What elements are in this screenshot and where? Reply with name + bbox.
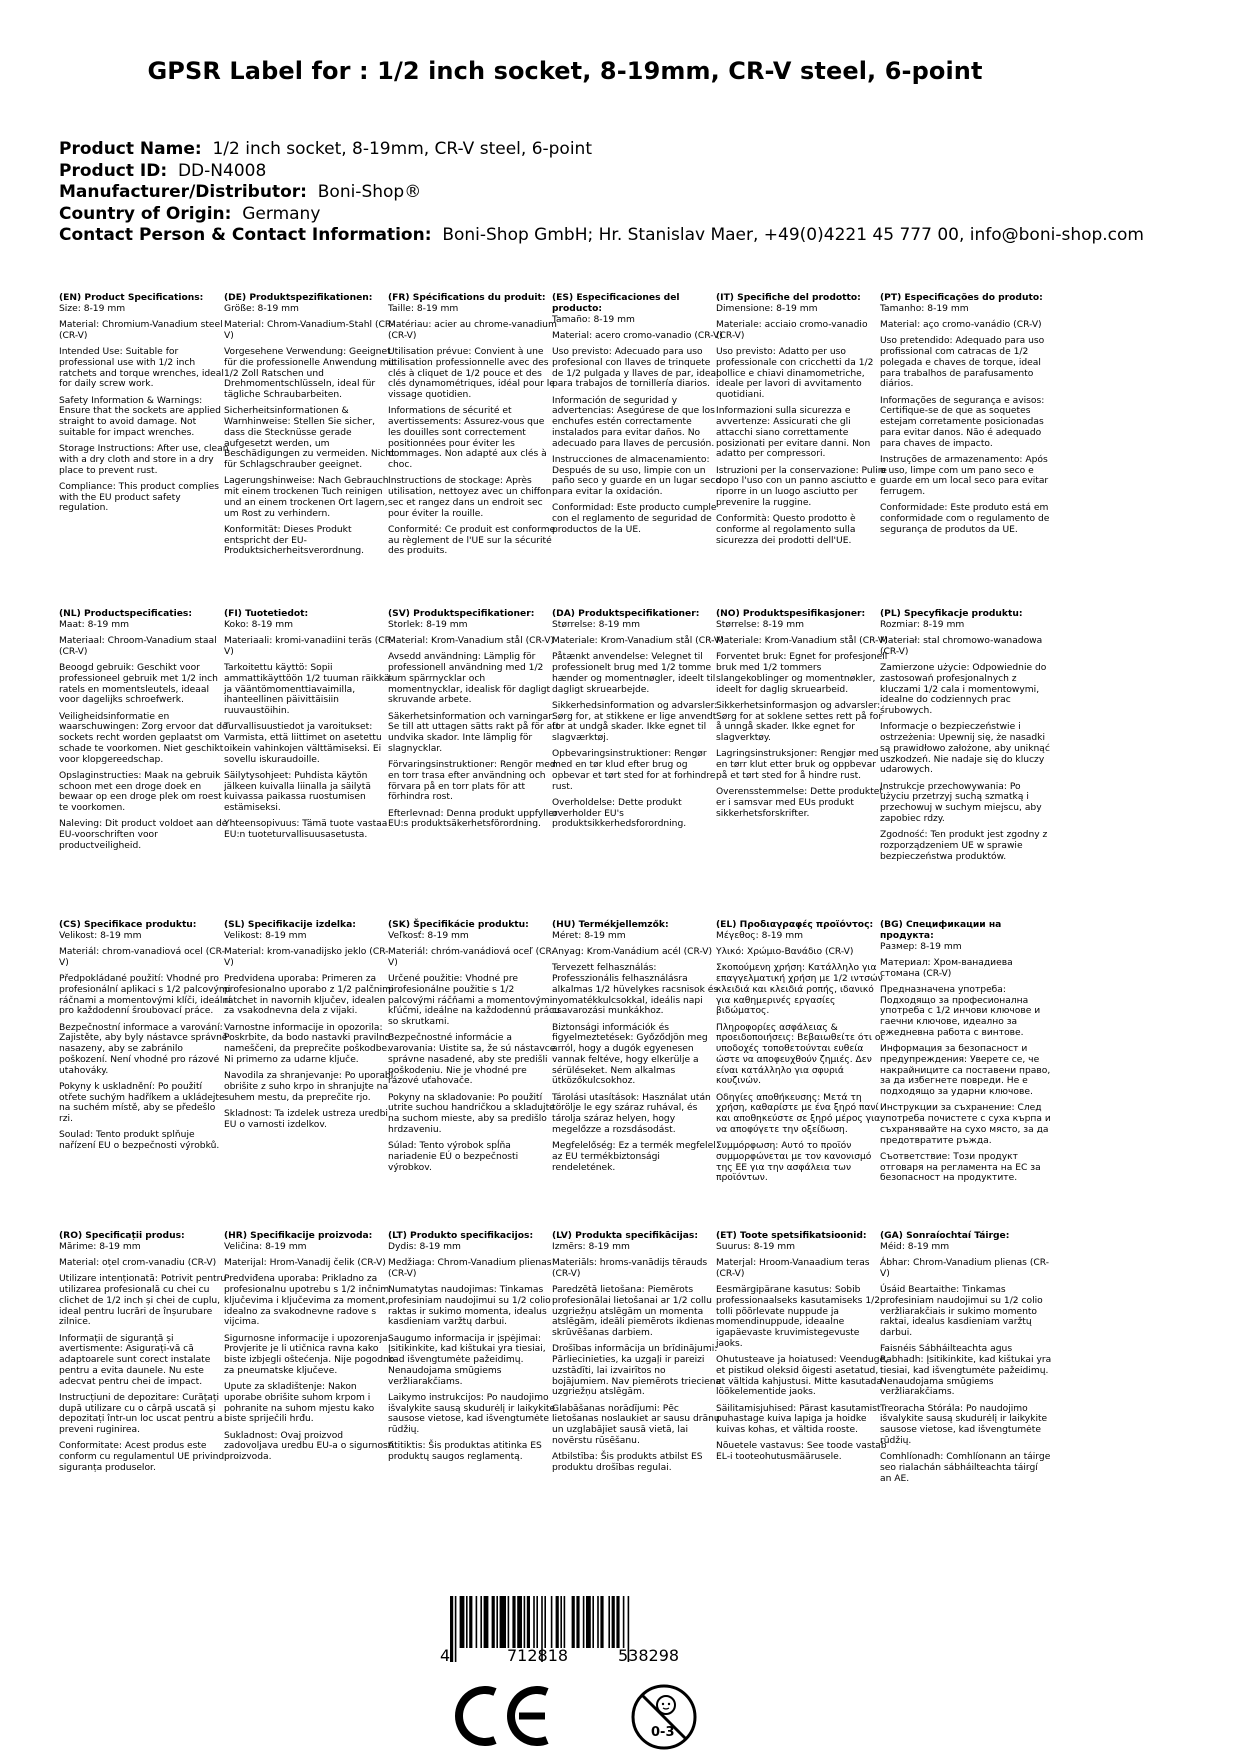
spec-safety: Información de seguridad y advertencias: Asegúrese de que los enchufes estén correctamente instalados para evitar daños. No adecuado para llaves de percusión. [552, 395, 715, 449]
manufacturer-label: Manufacturer/Distributor: [59, 182, 307, 203]
spec-block [716, 293, 888, 552]
barcode-bar [586, 1596, 591, 1648]
spec-compliance: Съответствие: Този продукт отговаря на регламента на ЕС за безопасност на продуктите. [880, 1151, 1041, 1184]
not-for-children-0-3-icon [630, 1683, 698, 1751]
contact-row [59, 225, 1144, 247]
spec-block [59, 920, 231, 1157]
spec-size: Koko: 8-19 mm [224, 619, 294, 630]
barcode-bar [496, 1596, 498, 1648]
barcode-bar [455, 1596, 457, 1662]
barcode-bar [527, 1596, 530, 1648]
spec-storage: Treoracha Stórála: Po naudojimo išvalykite sausą skudurėlį ir laikykite sausose vietose, kad išvengtumėte rūdžių. [880, 1403, 1048, 1446]
contact-value: Boni-Shop GmbH; Hr. Stanislav Maer, +49(0)4221 45 777 00, info@boni-shop.com [442, 225, 1144, 246]
spec-block [716, 609, 888, 825]
country-row [59, 204, 1144, 226]
spec-material: Materiāls: hroms-vanādijs tērauds (CR-V) [552, 1258, 708, 1279]
spec-storage: Tárolási utasítások: Használat után törölje le egy száraz ruhával, és tárolja száraz helyen, hogy megelőzze a rozsdásodást. [552, 1092, 711, 1135]
spec-heading: (PL) Specyfikacje produktu: [880, 609, 1023, 619]
spec-size: Size: 8-19 mm [59, 303, 126, 314]
spec-material: Materiál: chrom-vanadiová ocel (CR-V) [59, 947, 225, 968]
spec-safety: Informații de siguranță și avertismente: Asigurați-vă că adaptoarele sunt corect instalate pentru a evita daunele. Nu este adecvat pentru chei de impact. [59, 1333, 211, 1387]
spec-safety: Sicherheitsinformationen & Warnhinweise: Stellen Sie sicher, dass die Stecknüsse gerade aufgesetzt werden, um Beschädigungen zu vermeiden. Nicht für Schlagschrauber geeignet. [224, 406, 395, 470]
ce-mark-icon [455, 1686, 555, 1746]
barcode-bar [536, 1596, 538, 1648]
spec-heading: (EN) Product Specifications: [59, 293, 204, 303]
product-name-label: Product Name: [59, 139, 202, 159]
spec-heading: (PT) Especificações do produto: [880, 293, 1043, 303]
spec-safety: Bezpečnostné informácie a varovania: Uistite sa, že sú nástavce správne nasadené, aby ste predišli poškodeniu. Nie je vhodné pre rázové uťahovače. [388, 1033, 556, 1087]
spec-compliance: Efterlevnad: Denna produkt uppfyller EU:s produktsäkerhetsförordning. [388, 808, 558, 830]
spec-block [716, 1231, 888, 1468]
spec-use: Numatytas naudojimas: Tinkamas profesiniam naudojimui su 1/2 colio raktas ir sukimo momenta, idealus kasdieniam varžtų darbui. [388, 1285, 551, 1328]
spec-heading: (SV) Produktspecifikationer: [388, 609, 535, 619]
spec-safety: Drošības informācija un brīdinājumi: Pārliecinieties, ka uzgaļi ir pareizi uzstādīti, lai izvairītos no bojājumiem. Nav piemērots triecienа uzgriežņu atslēgām. [552, 1344, 722, 1398]
spec-compliance: Soulad: Tento produkt splňuje nařízení EU o bezpečnosti výrobků. [59, 1130, 220, 1151]
spec-use: Eesmärgipärane kasutus: Sobib professionaalseks kasutamiseks 1/2 tolli põõrlevate nuppude ja momendinuppude, ideaalne igapäevaste kruvimistegevuste jaoks. [716, 1285, 881, 1349]
spec-compliance: Nõuetele vastavus: See toode vastab EL-i tooteohutusmäärusele. [716, 1441, 887, 1462]
spec-block [552, 609, 724, 836]
spec-block [388, 609, 560, 836]
manufacturer-value: Boni-Shop® [317, 182, 422, 203]
spec-compliance: Overensstemmelse: Dette produktet er i samsvar med EUs produkt sikkerhetsforskrifter. [716, 787, 883, 819]
spec-heading: (FI) Tuotetiedot: [224, 609, 309, 619]
barcode-bar [508, 1596, 510, 1648]
spec-use: Intended Use: Suitable for professional use with 1/2 inch ratchets and torque wrenches, ideal for daily screw work. [59, 347, 224, 390]
spec-safety: Saugumo informacija ir įspėjimai: Įsitikinkite, kad kištukai yra tiesiai, kad išvengtumėte pažeidimų. Nenaudojama smūgiems veržliarakčiams. [388, 1333, 546, 1387]
country-label: Country of Origin: [59, 203, 232, 224]
barcode-bar [572, 1596, 575, 1648]
barcode-bar [450, 1596, 453, 1662]
spec-use: Σκοπούμενη χρήση: Κατάλληλο για επαγγελματική χρήση με 1/2 ιντσών κλειδιά και κλειδιά ροπής, ιδανικό για καθημερινές εργασίες βιδώματος. [716, 963, 883, 1017]
spec-material: Materiaali: kromi-vanadiini teräs (CR-V) [224, 636, 394, 657]
spec-size: Veľkosť: 8-19 mm [388, 930, 469, 941]
spec-material: Υλικό: Χρώμιο-Βανάδιο (CR-V) [716, 947, 854, 957]
spec-compliance: Comhlíonadh: Comhlíonann an táirge seo rialachán sábháilteachta táirgí an AE. [880, 1452, 1051, 1484]
spec-material: Material: oțel crom-vanadiu (CR-V) [59, 1258, 217, 1268]
spec-material: Matériau: acier au chrome-vanadium (CR-V) [388, 320, 557, 341]
spec-block [224, 1231, 396, 1468]
spec-storage: Opbevaringsinstruktioner: Rengør med en tør klud efter brug og opbevar et tørt sted for at forhindre rust. [552, 749, 716, 792]
barcode-bar [583, 1596, 585, 1648]
spec-compliance: Skladnost: Ta izdelek ustreza uredbi EU o varnosti izdelkov. [224, 1108, 388, 1130]
country-value: Germany [242, 203, 321, 224]
spec-use: Uso previsto: Adecuado para uso profesional con llaves de trinquete de 1/2 pulgada y llaves de par, ideal para trabajos de tornillería diarios. [552, 347, 719, 390]
spec-compliance: Yhteensopivuus: Tämä tuote vastaa EU:n tuoteturvallisuusasetusta. [224, 819, 388, 840]
spec-size: Størrelse: 8-19 mm [552, 619, 640, 630]
barcode-first-digit: 4 [440, 1646, 451, 1665]
spec-material: Anyag: Krom-Vanádium acél (CR-V) [552, 947, 713, 957]
product-name-row [59, 139, 1144, 161]
spec-compliance: Conformidade: Este produto está em conformidade com o regulamento de segurança de produtos da UE. [880, 503, 1050, 535]
spec-size: Størrelse: 8-19 mm [716, 619, 804, 630]
spec-block [880, 609, 1052, 868]
spec-material: Material: Krom-Vanadium stål (CR-V) [388, 636, 555, 646]
spec-safety: Sigurnosne informacije i upozorenja: Provjerite je li utičnica ravna kako biste izbjegli oštećenja. Nije pogodno za pneumatske ključeve. [224, 1333, 395, 1376]
spec-compliance: Megfelelőség: Ez a termék megfelel az EU termékbiztonsági rendeletének. [552, 1141, 716, 1173]
spec-compliance: Súlad: Tento výrobok spĺňa nariadenie EÚ o bezpečnosti výrobkov. [388, 1141, 519, 1173]
spec-safety: Veiligheidsinformatie en waarschuwingen: Zorg ervoor dat de sockets recht worden geplaatst om schade te voorkomen. Niet geschikt voor klopgereedschap. [59, 711, 228, 765]
spec-size: Dimensione: 8-19 mm [716, 303, 818, 314]
svg-text:0-3: 0-3 [651, 1725, 675, 1740]
spec-heading: (SK) Špecifikácie produktu: [388, 920, 529, 930]
barcode-bar [551, 1596, 553, 1648]
spec-heading: (DA) Produktspecifikationer: [552, 609, 700, 619]
spec-compliance: Atitiktis: Šis produktas atitinka ES produktų saugos reglamentą. [388, 1441, 542, 1462]
barcode-bar [556, 1596, 559, 1648]
barcode-bar [544, 1596, 546, 1648]
spec-heading: (SL) Specifikacije izdelka: [224, 920, 356, 930]
barcode-left-digits: 712818 [507, 1646, 569, 1665]
spec-heading: (IT) Specifiche del prodotto: [716, 293, 861, 303]
spec-size: Tamanho: 8-19 mm [880, 303, 969, 314]
spec-storage: Storage Instructions: After use, clean with a dry cloth and store in a dry place to prevent rust. [59, 444, 229, 476]
spec-heading: (ET) Toote spetsifikatsioonid: [716, 1231, 867, 1241]
spec-block [388, 920, 560, 1179]
spec-material: Materijal: Hrom-Vanadij čelik (CR-V) [224, 1258, 386, 1268]
page-title: GPSR Label for : 1/2 inch socket, 8-19mm, CR-V steel, 6-point [147, 57, 983, 85]
barcode-bar [466, 1596, 468, 1648]
spec-storage: Säilitamisjuhised: Pärast kasutamist puhastage kuiva lapiga ja hoidke kuivas kohas, et vältida rooste. [716, 1403, 881, 1435]
spec-block [880, 920, 1052, 1190]
product-id-row [59, 161, 1144, 183]
spec-use: Utilizare intenționată: Potrivit pentru utilizarea profesională cu chei cu clichet de 1/2 inch și chei de cuplu, ideal pentru lucrări de înșurubare zilnice. [59, 1274, 227, 1328]
spec-safety: Informations de sécurité et avertissements: Assurez-vous que les douilles sont correctement positionnées pour éviter les dommages. Non adapté aux clés à choc. [388, 406, 547, 470]
spec-use: Vorgesehene Verwendung: Geeignet für die professionelle Anwendung mit 1/2 Zoll Ratschen und Drehmomentschlüsseln, ideal für tägliche Schraubarbeiten. [224, 347, 395, 400]
barcode-bar [512, 1596, 515, 1648]
spec-size: Maat: 8-19 mm [59, 619, 129, 630]
spec-size: Μέγεθος: 8-19 mm [716, 930, 804, 941]
spec-safety: Informazioni sulla sicurezza e avvertenze: Assicurati che gli attacchi siano correttamente posizionati per evitare danni. Non adatto per compressori. [716, 406, 871, 460]
spec-safety: Säkerhetsinformation och varningar: Se till att uttagen sätts rakt på för att undvika skador. Inte lämplig för slagnycklar. [388, 711, 560, 754]
spec-safety: Πληροφορίες ασφάλειας & προειδοποιήσεις: Βεβαιωθείτε ότι οι υποδοχές τοποθετούνται ευθεία ώστε να αποφευχθούν ζημιές. Δεν είναι κατάλληλο για σφυριά κουζινών. [716, 1022, 884, 1087]
spec-heading: (DE) Produktspezifikationen: [224, 293, 373, 303]
spec-use: Predviđena uporaba: Prikladno za profesionalnu upotrebu s 1/2 inčnim ključevima i ključevima za moment, idealno za svakodnevne radove s vijcima. [224, 1274, 390, 1328]
spec-safety: Informações de segurança e avisos: Certifique-se de que as soquetes estejam corretamente posicionadas para evitar danos. Não é adequado para chaves de impacto. [880, 395, 1045, 449]
spec-size: Größe: 8-19 mm [224, 303, 299, 314]
barcode-bar [612, 1596, 615, 1648]
spec-size: Dydis: 8-19 mm [388, 1241, 461, 1252]
spec-use: Zamierzone użycie: Odpowiednie do zastosowań profesjonalnych z kluczami 1/2 cala i momentowymi, idealne do codziennych prac śrubowych. [880, 663, 1047, 716]
spec-storage: Lagerungshinweise: Nach Gebrauch mit einem trockenen Tuch reinigen und an einem trockenen Ort lagern, um Rost zu verhindern. [224, 476, 389, 519]
spec-safety: Информация за безопасност и предупреждения: Уверете се, че накрайниците са поставени право, за да избегнете повреди. Не е подходящо за ударни ключове. [880, 1044, 1051, 1097]
spec-compliance: Naleving: Dit product voldoet aan de EU-voorschriften voor productveiligheid. [59, 819, 228, 851]
spec-safety: Varnostne informacije in opozorila: Poskrbite, da bodo nastavki pravilno nameščeni, da preprečite poškodbe. Ni primerno za udarne ključe. [224, 1022, 391, 1065]
barcode-bar [533, 1596, 535, 1648]
spec-compliance: Zgodność: Ten produkt jest zgodny z rozporządzeniem UE w sprawie bezpieczeństwa produktów. [880, 830, 1048, 862]
spec-safety: Faisnéis Sábháilteachta agus Rabhadh: Įsitikinkite, kad kištukai yra tiesiai, kad išvengtumėte pažeidimų. Nenaudojama smūgiems veržliarakčiams. [880, 1344, 1052, 1398]
product-name-value: 1/2 inch socket, 8-19mm, CR-V steel, 6-point [212, 139, 592, 159]
spec-heading: (LV) Produkta specifikācijas: [552, 1231, 698, 1241]
spec-storage: Laikymo instrukcijos: Po naudojimo išvalykite sausą skudurėlį ir laikykite sausose vietose, kad išvengtumėte rūdžių. [388, 1392, 556, 1435]
barcode-bar [592, 1596, 594, 1648]
spec-heading: (GA) Sonraíochtaí Táirge: [880, 1231, 1010, 1241]
spec-storage: Pokyny na skladovanie: Po použití utrite suchou handričkou a skladujte na suchom mieste, aby sa predišlo hrdzaveniu. [388, 1092, 555, 1135]
spec-safety: Sikkerhedsinformation og advarsler: Sørg for, at stikkene er lige anvendt for at undgå skader. Ikke egnet til slagværktøj. [552, 700, 718, 743]
spec-size: Suurus: 8-19 mm [716, 1241, 796, 1252]
spec-storage: Säilytysohjeet: Puhdista käytön jälkeen kuivalla liinalla ja säilytä kuivassa paikassa ruostumisen estämiseksi. [224, 770, 371, 813]
spec-material: Материал: Хром-ванадиева стомана (CR-V) [880, 957, 1013, 979]
spec-storage: Instrukcje przechowywania: Po użyciu przetrzyj suchą szmatką i przechowuj w suchym miejscu, aby zapobiec rdzy. [880, 781, 1042, 824]
spec-storage: Förvaringsinstruktioner: Rengör med en torr trasa efter användning och förvara på en torr plats för att förhindra rost. [388, 760, 556, 803]
spec-material: Ábhar: Chrom-Vanadium plienas (CR-V) [880, 1258, 1050, 1279]
spec-material: Medžiaga: Chrom-Vanadium plienas (CR-V) [388, 1258, 552, 1279]
spec-material: Material: krom-vanadijsko jeklo (CR-V) [224, 947, 389, 968]
spec-size: Méid: 8-19 mm [880, 1241, 950, 1252]
spec-compliance: Konformität: Dieses Produkt entspricht der EU-Produktsicherheitsverordnung. [224, 524, 365, 557]
spec-compliance: Sukladnost: Ovaj proizvod zadovoljava uredbu EU-a o sigurnosti proizvoda. [224, 1430, 394, 1462]
spec-size: Размер: 8-19 mm [880, 941, 962, 952]
spec-use: Paredzētā lietošana: Piemērots profesionālai lietošanai ar 1/2 collu uzgriežņu atslēgām un momenta atslēgām, ideāli piemērots ikdienas skrūvēšanas darbiem. [552, 1285, 715, 1338]
spec-storage: Pokyny k uskladnění: Po použití otřete suchým hadříkem a ukládejte na suchém místě, aby se předešlo rzi. [59, 1081, 225, 1124]
spec-block [880, 1231, 1052, 1490]
spec-block [552, 1231, 724, 1479]
spec-size: Izmērs: 8-19 mm [552, 1241, 630, 1252]
spec-block [716, 920, 888, 1190]
spec-material: Materiał: stal chromowo-wanadowa (CR-V) [880, 636, 1043, 657]
spec-storage: Instructions de stockage: Après utilisation, nettoyez avec un chiffon sec et rangez dans un endroit sec pour éviter la rouille. [388, 476, 552, 519]
spec-heading: (RO) Specificații produs: [59, 1231, 185, 1241]
spec-size: Méret: 8-19 mm [552, 930, 626, 941]
spec-material: Materiale: Krom-Vanadium stål (CR-V) [716, 636, 888, 646]
spec-block [880, 293, 1052, 541]
spec-compliance: Conformidad: Este producto cumple con el reglamento de seguridad de productos de la UE. [552, 503, 717, 535]
spec-compliance: Overholdelse: Dette produkt overholder EU's produktsikkerhedsforordning. [552, 797, 687, 830]
spec-block [552, 293, 724, 541]
barcode-bar [623, 1596, 625, 1648]
spec-heading: (EL) Προδιαγραφές προϊόντος: [716, 920, 874, 930]
spec-block [224, 609, 396, 846]
spec-use: Tarkoitettu käyttö: Sopii ammattikäyttöön 1/2 tuuman räikkä- ja vääntömomenttiavaimilla, ihanteellinen päivittäisiin ruuvaustöihin. [224, 663, 393, 716]
spec-compliance: Atbilstība: Šis produkts atbilst ES produktu drošības regulai. [552, 1452, 703, 1473]
spec-material: Materjal: Hroom-Vanaadium teras (CR-V) [716, 1258, 870, 1279]
spec-block [388, 1231, 560, 1468]
barcode-bar [524, 1596, 526, 1648]
barcode-bar [480, 1596, 482, 1648]
spec-compliance: Conformitate: Acest produs este conform cu regulamentul UE privind siguranța produselor. [59, 1441, 225, 1473]
spec-compliance: Compliance: This product complies with the EU product safety regulation. [59, 481, 219, 514]
spec-compliance: Συμμόρφωση: Αυτό το προϊόν συμμορφώνεται με τον κανονισμό της ΕΕ για την ασφάλεια των προϊόντων. [716, 1141, 872, 1184]
spec-heading: (LT) Produkto specifikacijos: [388, 1231, 534, 1241]
spec-storage: Upute za skladištenje: Nakon uporabe obrišite suhom krpom i pohranite na suhom mjestu kako biste spriječili hrđu. [224, 1382, 375, 1425]
spec-material: Material: Chrom-Vanadium-Stahl (CR-V) [224, 320, 395, 341]
spec-block [59, 293, 231, 520]
product-info [59, 139, 1144, 247]
barcode-bar [492, 1596, 495, 1648]
barcode-bar [500, 1596, 506, 1648]
spec-safety: Safety Information & Warnings: Ensure that the sockets are applied straight to avoid damage. Not suitable for impact wrenches. [59, 395, 221, 438]
spec-safety: Bezpečnostní informace a varování: Zajistěte, aby byly nástavce správně nasazeny, aby se zabránilo poškození. Není vhodné pro rázové utahováky. [59, 1022, 228, 1076]
spec-use: Předpokládané použití: Vhodné pro profesionální aplikaci s 1/2 palcovými ráčnami a momentovými klíči, ideální pro každodenní šroubovací práce. [59, 974, 231, 1017]
spec-storage: Istruzioni per la conservazione: Pulire dopo l'uso con un panno asciutto e riporre in un luogo asciutto per prevenire la ruggine. [716, 465, 887, 508]
spec-storage: Lagringsinstruksjoner: Rengjør med en tørr klut etter bruk og oppbevar på et tørt sted for å hindre rust. [716, 749, 879, 781]
product-id-value: DD-N4008 [177, 160, 267, 181]
spec-size: Veličina: 8-19 mm [224, 1241, 307, 1252]
spec-use: Påtænkt anvendelse: Velegnet til professionelt brug med 1/2 tomme hænder og momentnøgler, ideelt til dagligt skruearbejde. [552, 652, 716, 695]
spec-heading: (NL) Productspecificaties: [59, 609, 193, 619]
spec-safety: Sikkerhetsinformasjon og advarsler: Sørg for at soklene settes rett på for å unngå skader. Ikke egnet for slagverktøy. [716, 700, 883, 743]
spec-block [224, 920, 396, 1136]
product-id-label: Product ID: [59, 160, 168, 181]
spec-storage: Instruções de armazenamento: Após o uso, limpe com um pano seco e guarde em um local seco para evitar ferrugem. [880, 454, 1049, 497]
spec-block [59, 609, 231, 857]
spec-compliance: Conformità: Questo prodotto è conforme al regolamento sulla sicurezza dei prodotti dell'UE. [716, 514, 856, 546]
spec-safety: Biztonsági információk és figyelmeztetések: Győződjön meg arról, hogy a dugók egyenesen vannak feltéve, hogy elkerülje a sérüléseket. Nem alkalmas ütközőkulcsokhoz. [552, 1022, 708, 1087]
barcode-bar [469, 1596, 472, 1648]
barcode-bar [460, 1596, 465, 1648]
spec-material: Material: Chromium-Vanadium steel (CR-V) [59, 320, 223, 341]
spec-use: Beoogd gebruik: Geschikt voor professioneel gebruik met 1/2 inch ratels en momentsleutels, ideaal voor dagelijks schroefwerk. [59, 663, 218, 706]
spec-material: Materiaal: Chroom-Vanadium staal (CR-V) [59, 636, 217, 657]
barcode-bar [616, 1596, 619, 1648]
spec-material: Material: aço cromo-vanádio (CR-V) [880, 320, 1042, 330]
spec-use: Forventet bruk: Egnet for profesjonell bruk med 1/2 tommers slangekoblinger og momentnøkler, ideelt for daglig skruearbeid. [716, 652, 888, 695]
spec-block [59, 1231, 231, 1479]
spec-use: Uso pretendido: Adequado para uso profissional com catracas de 1/2 polegada e chaves de torque, ideal para trabalhos de parafusamento diários. [880, 336, 1045, 390]
manufacturer-row [59, 182, 1144, 204]
spec-heading: (HR) Specifikacije proizvoda: [224, 1231, 373, 1241]
spec-block [224, 293, 396, 563]
spec-size: Rozmiar: 8-19 mm [880, 619, 965, 630]
spec-heading: (NO) Produktspesifikasjoner: [716, 609, 866, 619]
spec-use: Avsedd användning: Lämplig för professionell användning med 1/2 tum spärrnycklar och momentnycklar, idealisk för dagligt skruvande arbete. [388, 652, 551, 706]
spec-heading: (HU) Termékjellemzők: [552, 920, 669, 930]
spec-storage: Instrucțiuni de depozitare: Curățați după utilizare cu o cârpă uscată și depozitați într-un loc uscat pentru a preveni ruginirea. [59, 1392, 223, 1435]
spec-safety: Ohutusteave ja hoiatused: Veenduge, et pistikud oleksid õigesti asetatud, et vältida kahjustusi. Mitte kasutada löökelementide jaoks. [716, 1355, 889, 1398]
spec-material: Materiale: Krom-Vanadium stål (CR-V) [552, 636, 724, 646]
spec-size: Tamaño: 8-19 mm [552, 314, 635, 325]
barcode-right-digits: 538298 [618, 1646, 680, 1665]
spec-storage: Οδηγίες αποθήκευσης: Μετά τη χρήση, καθαρίστε με ένα ξηρό πανί και αποθηκεύστε σε ξηρό μέρος για να αποφύγετε την οξείδωση. [716, 1092, 881, 1135]
spec-storage: Instrucciones de almacenamiento: Después de su uso, limpie con un paño seco y guarde en un lugar seco para evitar la oxidación. [552, 454, 721, 497]
spec-storage: Navodila za shranjevanje: Po uporabi obrišite z suho krpo in shranjujte na suhem mestu, da preprečite rjo. [224, 1071, 394, 1103]
spec-use: Tervezett felhasználás: Professzionális felhasználásra alkalmas 1/2 hüvelykes racsnisok és nyomatékkulcsokkal, ideális napi csavarozási munkákhoz. [552, 963, 719, 1017]
barcode-bar [484, 1596, 489, 1648]
barcode-bar [564, 1596, 566, 1648]
spec-size: Storlek: 8-19 mm [388, 619, 468, 630]
spec-heading: (BG) Спецификации на продукта: [880, 920, 1002, 941]
barcode-bar [476, 1596, 478, 1648]
spec-material: Materiál: chróm-vanádiová oceľ (CR-V) [388, 947, 555, 968]
barcode-bar [560, 1596, 562, 1648]
barcode-bar [517, 1596, 522, 1648]
spec-use: Utilisation prévue: Convient à une utilisation professionnelle avec des clés à cliquet de 1/2 pouce et des clés dynamométriques, idéal pour le vissage quotidien. [388, 347, 555, 400]
spec-material: Materiale: acciaio cromo-vanadio (CR-V) [716, 320, 868, 341]
spec-safety: Informacje o bezpieczeństwie i ostrzeżenia: Upewnij się, że nasadki są prawidłowo założone, aby uniknąć uszkodzeń. Nie nadaje się do kluczy udarowych. [880, 722, 1050, 776]
spec-heading: (ES) Especificaciones del producto: [552, 293, 680, 314]
spec-material: Material: acero cromo-vanadio (CR-V) [552, 330, 723, 341]
spec-size: Taille: 8-19 mm [388, 303, 459, 314]
spec-storage: Opslaginstructies: Maak na gebruik schoon met een droge doek en bewaar op een droge plek om roest te voorkomen. [59, 770, 222, 813]
spec-heading: (FR) Spécifications du produit: [388, 293, 546, 303]
contact-label: Contact Person & Contact Information: [59, 225, 432, 246]
barcode-bar [600, 1596, 603, 1648]
barcode-bar [576, 1596, 579, 1648]
spec-use: Určené použitie: Vhodné pre profesionálne použitie s 1/2 palcovými ráčňami a momentovými kľúčmi, ideálne na každodennú prácu so skrutkami. [388, 974, 560, 1027]
spec-heading: (CS) Specifikace produktu: [59, 920, 197, 930]
spec-storage: Glabāšanas norādījumi: Pēc lietošanas noslaukiet ar sausu drānu un uzglabājiet sausā vietā, lai novērstu rūsēšanu. [552, 1403, 720, 1446]
spec-use: Предназначена употреба: Подходящо за професионална употреба с 1/2 инчови ключове и гаечни ключове, идеално за ежедневна работа с винтове. [880, 984, 1041, 1038]
spec-safety: Turvallisuustiedot ja varoitukset: Varmista, että liittimet on asetettu oikein vahinkojen välttämiseksi. Ei sovellu iskuraudoille. [224, 722, 382, 765]
spec-size: Velikost: 8-19 mm [59, 930, 142, 941]
spec-use: Predvidena uporaba: Primeren za profesionalno uporabo z 1/2 palčnimi ratchet in navornih ključev, idealen za vsakodnevna dela z vijaki. [224, 974, 394, 1017]
spec-block [552, 920, 724, 1179]
spec-size: Velikost: 8-19 mm [224, 930, 307, 941]
spec-size: Mărime: 8-19 mm [59, 1241, 141, 1252]
spec-compliance: Conformité: Ce produit est conforme au règlement de l'UE sur la sécurité des produits. [388, 524, 556, 557]
spec-use: Uso previsto: Adatto per uso professionale con cricchetti da 1/2 pollice e chiavi dinamometriche, ideale per lavori di avvitamento quotidiani. [716, 347, 874, 400]
spec-storage: Инструкции за съхранение: След употреба почистете с суха кърпа и съхранявайте на сухо място, за да предотвратите ръжда. [880, 1103, 1051, 1146]
barcode-bar [608, 1596, 610, 1648]
barcode-bar [597, 1596, 599, 1648]
spec-block [388, 293, 560, 563]
spec-use: Úsáid Beartaithe: Tinkamas profesiniam naudojimui su 1/2 colio veržliarakčiais ir sukimo momento raktai, idealus kasdieniam varžtų darbui. [880, 1285, 1043, 1338]
